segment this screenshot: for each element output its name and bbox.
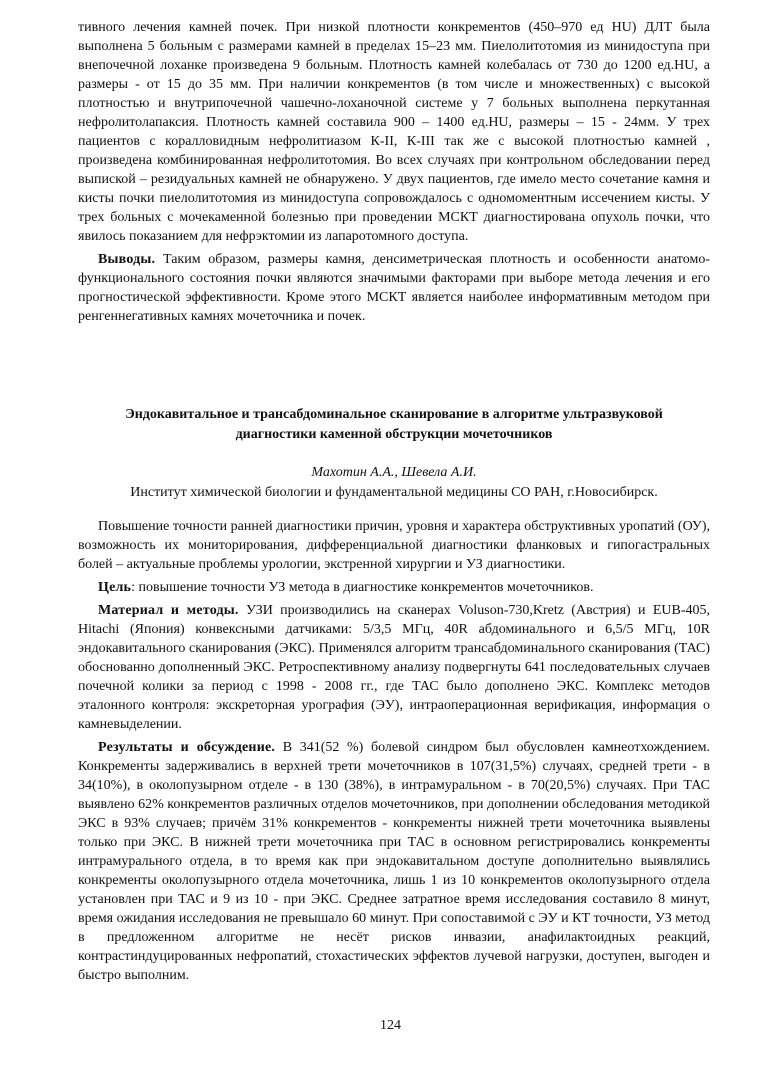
results-heading: Результаты и обсуждение. (98, 740, 276, 755)
article-institution: Институт химической биологии и фундаментальной медицины СО РАН, г.Новосибирск. (130, 485, 658, 500)
aim-paragraph: Цель: повышение точности УЗ метода в диагностике конкрементов мочеточников. (98, 580, 594, 595)
methods-paragraph: Материал и методы. УЗИ производились на сканерах Voluson-730,Kretz (Австрия) и EUB-405, Hitachi (Япония) конвексными датчиками: 5/3,5 МГц, 40R абдоминального и 6,5/5 МГц, 10R эндокавитального сканирования (ЭКС). Применялся алгоритм трансабдоминального сканирования (ТАС) обоснованно дополненный ЭКС. Ретроспективному анализу подвергнуты 641 последовательных случаев почечной колики за период с 1998 - 2008 гг., где ТАС было дополнено ЭКС. Комплекс методов эталонного контроля: экскреторная урография (ЭУ), интраоперационная верификация, информация о камневыделении. (78, 603, 710, 732)
article-authors: Махотин А.А., Шевела А.И. (311, 465, 477, 480)
article-body (78, 517, 710, 985)
article-title: Эндокавитальное и трансабдоминальное сканирование в алгоритме ультразвуковой диагностики каменной обструкции мочеточников (125, 407, 663, 442)
previous-article-continuation (78, 18, 710, 326)
results-paragraph: Результаты и обсуждение. В 341(52 %) болевой синдром был обусловлен камнеотхождением. Конкременты задерживались в верхней трети мочеточников в 107(31,5%) случаях, средней трети - в 34(10%), в околопузырном отделе - в 130 (38%), в интрамуральном - в 70(20,5%) случаях. При ТАС выявлено 62% конкрементов различных отделов мочеточников, при дополнении обследования методикой ЭКС в 93% случаев; причём 31% конкрементов - конкременты нижней трети мочеточника выявлены только при ЭКС. В нижней трети мочеточника при ТАС в основном регистрировались конкременты интрамурального отдела, в то время как при эндокавитальном доступе дополнительно выявлялись конкременты околопузырного отдела мочеточника, лишь 1 из 10 конкрементов околопузырного отдела установлен при ТАС и 9 из 10 - при ЭКС. Среднее затратное время исследования составило 8 минут, время ожидания исследования не превышало 60 минут. При сопоставимой с ЭУ и КТ точности, УЗ метод в предложенном алгоритме не несёт рисков инвазии, анафилактоидных реакций, контрастиндуцированных нефропатий, стохастических эффектов лучевой нагрузки, доступен, выгоден и быстро выполним. (78, 740, 710, 983)
page-number: 124 (380, 1018, 401, 1033)
methods-heading: Материал и методы. (98, 603, 239, 618)
conclusions-paragraph: Выводы. Таким образом, размеры камня, денсиметрическая плотность и особенности анатомо-функционального состояния почки являются значимыми факторами при выборе метода лечения и его прогностической эффективности. Кроме этого МСКТ является наиболее информативным методом при ренгеннегативных камнях мочеточника и почек. (78, 252, 710, 324)
aim-heading: Цель (98, 580, 132, 595)
intro-paragraph: Повышение точности ранней диагностики причин, уровня и характера обструктивных уропатий (ОУ), возможность их мониторирования, дифференциальной диагностики фланковых и гипогастральных болей – актуальные проблемы урологии, экстренной хирургии и УЗ диагностики. (78, 519, 710, 572)
body-paragraph: тивного лечения камней почек. При низкой плотности конкрементов (450–970 ед HU) ДЛТ была выполнена 5 больным с размерами камней в пределах 15–23 мм. Пиелолитотомия из минидоступа при внепочечной лоханке произведена 9 больным. Плотность камней колебалась от 730 до 1200 ед.HU, а размеры - от 15 до 35 мм. При наличии конкрементов (в том числе и множественных) с высокой плотностью и внутрипочечной чашечно-лоханочной системе у 7 больных выполнена перкутанная нефролитолапаксия. Плотность камней составила 900 – 1400 ед.HU, размеры – 15 - 24мм. У трех пациентов с коралловидным нефролитиазом К-II, К-III так же с высокой плотностью камней , произведена комбинированная нефролитотомия. Во всех случаях при контрольном обследовании перед выпиской – резидуальных камней не обнаружено. У двух пациентов, где имело место сочетание камня и кисты почки пиелолитотомия из минидоступа сопровождалось с одномоментным иссечением кисты. У трех больных с мочекаменной болезнью при проведении МСКТ диагностирована опухоль почки, что явилось показанием для нефрэктомии из лапаротомного доступа. (78, 20, 710, 244)
conclusions-heading: Выводы. (98, 252, 156, 267)
